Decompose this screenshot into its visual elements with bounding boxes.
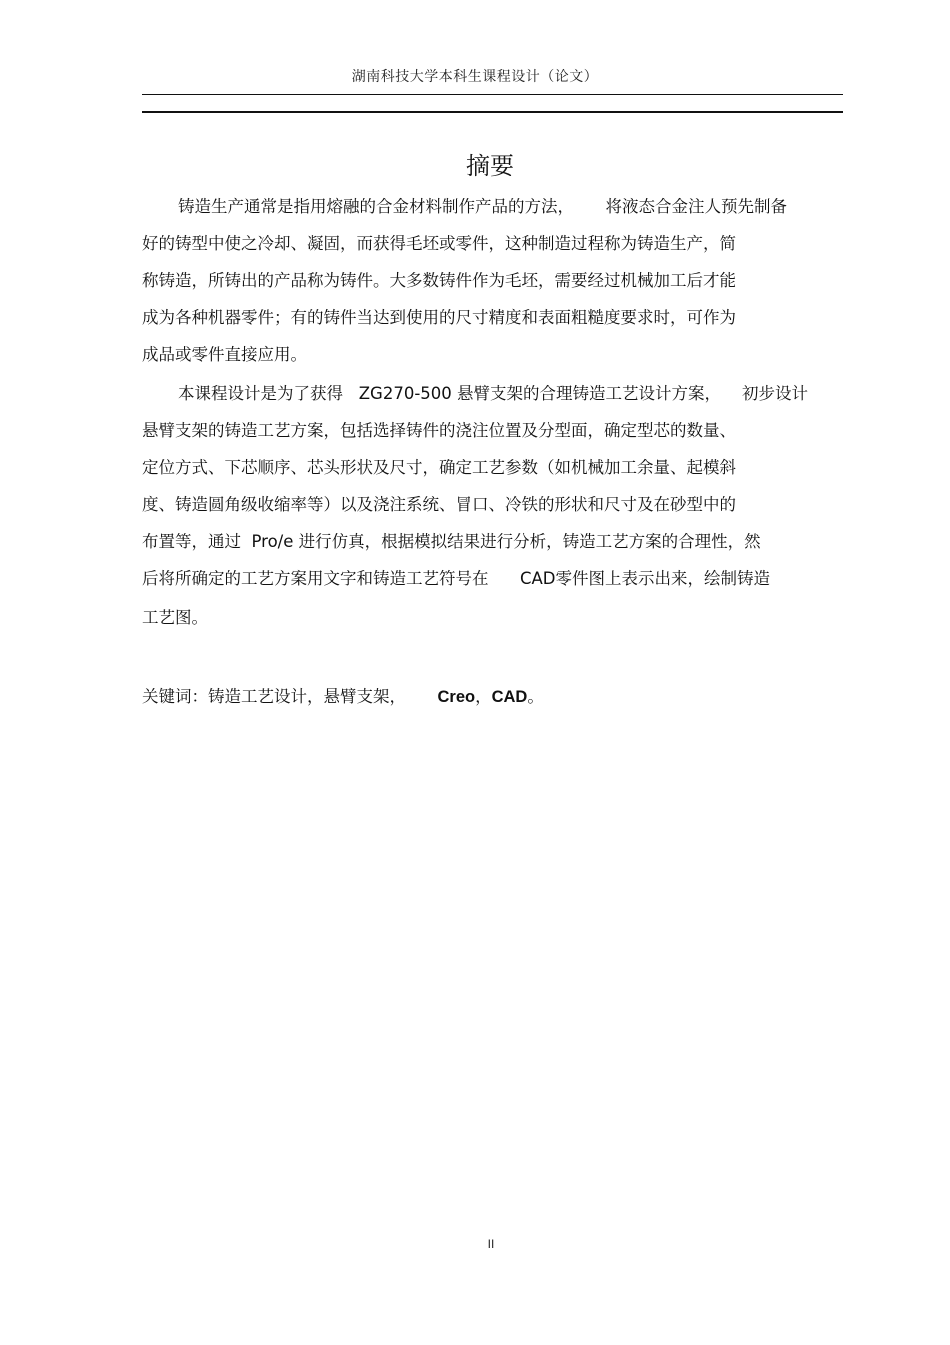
running-header: 湖南科技大学本科生课程设计（论文） — [351, 69, 599, 85]
paragraph-2-line: 布置等，通过 Pro/e 进行仿真，根据模拟结果进行分析，铸造工艺方案的合理性，然 — [142, 532, 761, 551]
paragraph-1-line: 成品或零件直接应用。 — [142, 345, 307, 364]
paragraph-2-line: 定位方式、下芯顺序、芯头形状及尺寸，确定工艺参数（如机械加工余量、起模斜 — [142, 458, 736, 477]
paragraph-2-line: 后将所确定的工艺方案用文字和铸造工艺符号在 CAD零件图上表示出来，绘制铸造 — [142, 569, 770, 588]
keywords-terms: 铸造工艺设计，悬臂支架， — [208, 687, 438, 706]
paragraph-2-line: 悬臂支架的铸造工艺方案，包括选择铸件的浇注位置及分型面，确定型芯的数量、 — [142, 421, 736, 440]
paragraph-2-line: 工艺图。 — [142, 608, 208, 627]
header-rule-thin — [142, 94, 843, 95]
paragraph-2-line: 度、铸造圆角级收缩率等）以及浇注系统、冒口、冷铁的形状和尺寸及在砂型中的 — [142, 495, 736, 514]
keyword-creo: Creo — [437, 688, 476, 706]
keywords-line — [142, 683, 544, 707]
paragraph-1-line: 称铸造，所铸出的产品称为铸件。大多数铸件作为毛坯，需要经过机械加工后才能 — [142, 271, 736, 290]
keywords-label: 关键词： — [142, 687, 208, 706]
page-title: 摘要 — [466, 152, 514, 180]
paragraph-1-line: 成为各种机器零件；有的铸件当达到使用的尺寸精度和表面粗糙度要求时，可作为 — [142, 308, 736, 327]
keywords-separator: ， — [475, 687, 492, 706]
header-rule-thick — [142, 111, 843, 113]
keyword-cad: CAD — [491, 688, 528, 706]
page-number: II — [487, 1237, 495, 1251]
paragraph-2-line: 本课程设计是为了获得 ZG270-500 悬臂支架的合理铸造工艺设计方案， 初步设计 — [178, 384, 808, 403]
keywords-end: 。 — [527, 687, 544, 706]
paragraph-1-line: 铸造生产通常是指用熔融的合金材料制作产品的方法， 将液态合金注人预先制备 — [178, 197, 787, 216]
paragraph-1-line: 好的铸型中使之冷却、凝固，而获得毛坯或零件，这种制造过程称为铸造生产，简 — [142, 234, 736, 253]
